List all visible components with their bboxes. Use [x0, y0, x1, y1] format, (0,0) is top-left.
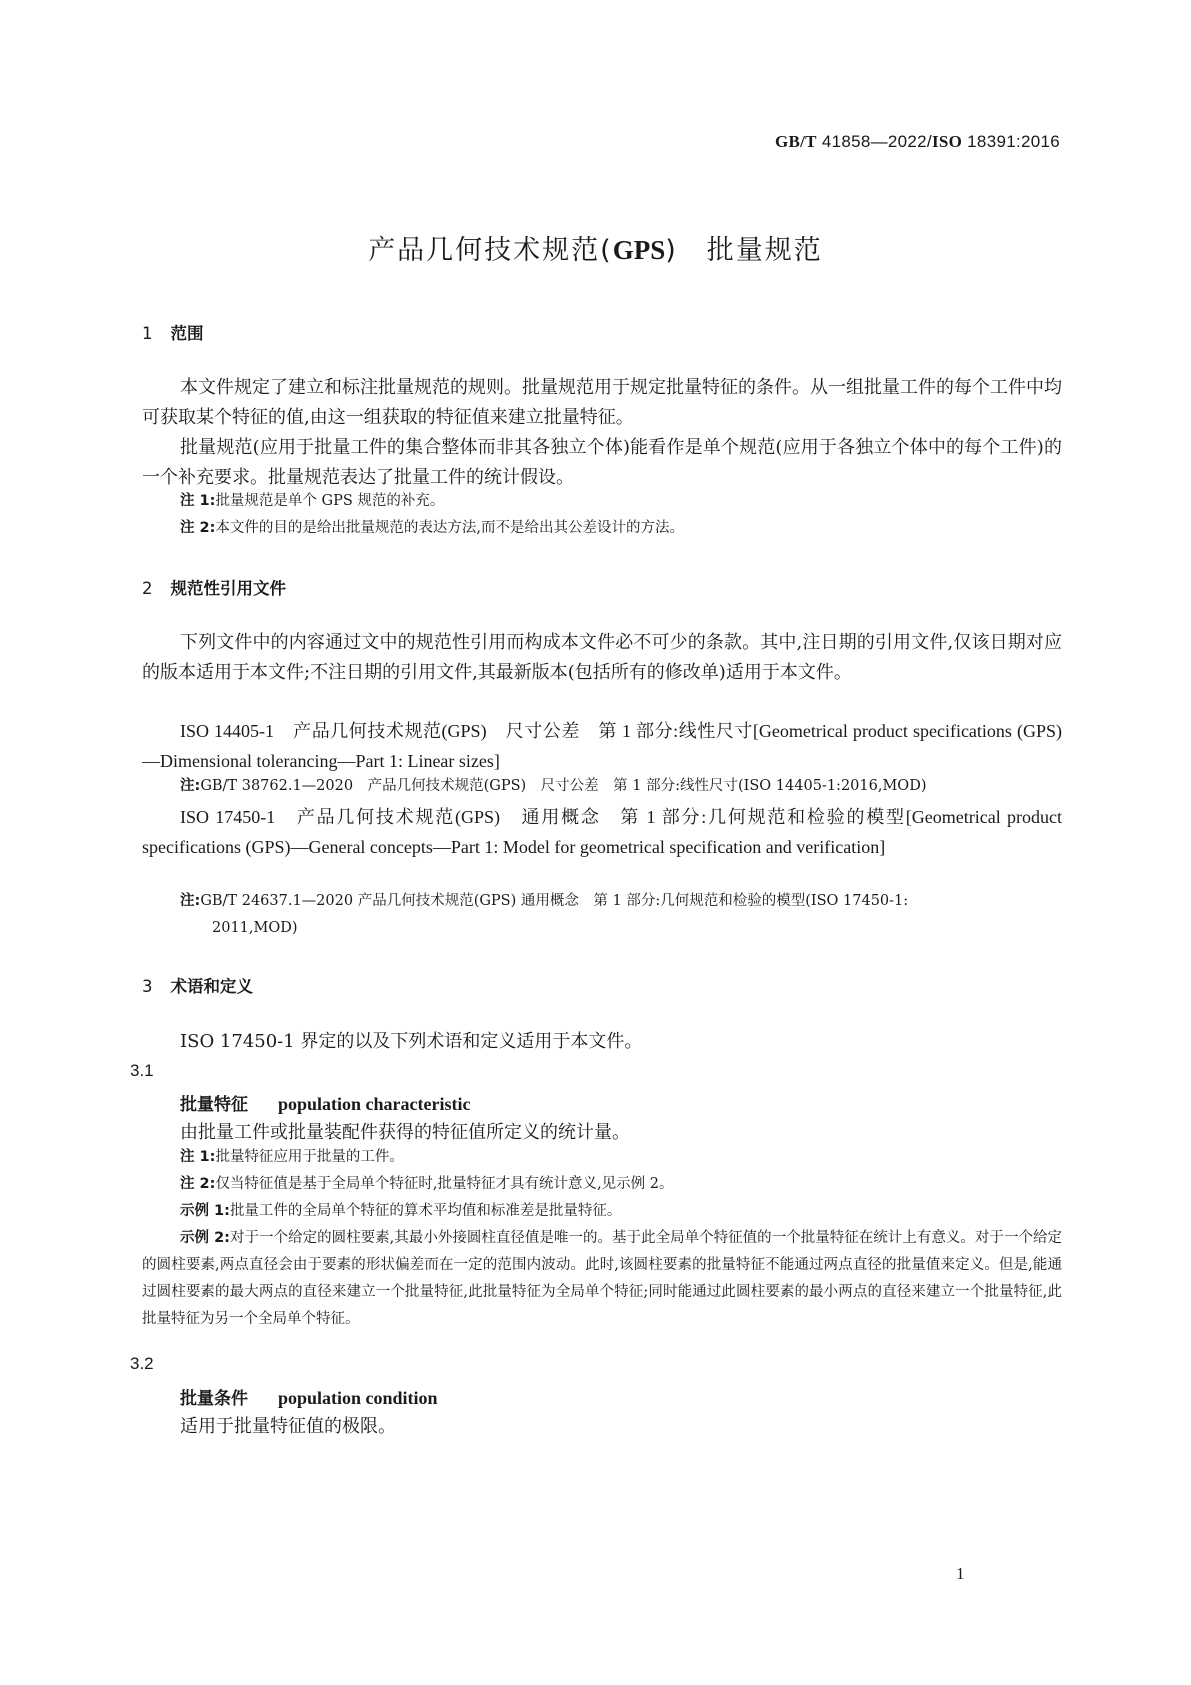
page-title [0, 228, 1191, 267]
section-number: 1 [142, 324, 153, 343]
term-3-1-definition: 由批量工件或批量装配件获得的特征值所定义的统计量。 [180, 1122, 630, 1143]
example-label: 示例 1: [180, 1203, 230, 1219]
title-prefix: 产品几何技术规范( [368, 235, 613, 266]
term-3-1-title [180, 1090, 470, 1115]
section-1-note-2 [180, 515, 1062, 542]
term-chinese: 批量特征 [180, 1095, 248, 1115]
note-text: 批量特征应用于批量的工件。 [215, 1149, 404, 1165]
example-text: 对于一个给定的圆柱要素,其最小外接圆柱直径值是唯一的。基于此全局单个特征值的一个批量特征在统计上有意义。对于一个给定的圆柱要素,两点直径会由于要素的形状偏差而在一定的范围内波动。此时,该圆柱要素的批量特征不能通过两点直径的批量值来定义。但是,能通过圆柱要素的最大两点的直径来建立一个批量特征,此批量特征为全局单个特征;同时能通过此圆柱要素的最小两点的直径来建立一个批量特征,此批量特征为另一个全局单个特征。 [142, 1230, 1062, 1327]
note-text: 仅当特征值是基于全局单个特征时,批量特征才具有统计意义,见示例 2。 [215, 1176, 674, 1192]
term-chinese: 批量条件 [180, 1389, 248, 1409]
note-text-continuation: 2011,MOD) [212, 920, 298, 936]
term-3-1-note-1 [180, 1144, 1062, 1171]
term-3-1-example-1 [180, 1198, 1062, 1225]
section-2-heading [142, 575, 286, 599]
note-text: 批量规范是单个 GPS 规范的补充。 [215, 493, 445, 509]
document-standard-number [775, 132, 1060, 152]
standard-prefix-iso: ISO [931, 132, 963, 151]
normative-reference-2-note [180, 888, 1062, 942]
section-number: 2 [142, 579, 153, 598]
note-text: GB/T 24637.1—2020 产品几何技术规范(GPS) 通用概念 第 1 部分:几何规范和检验的模型(ISO 17450-1: [200, 893, 909, 909]
example-text: 批量工件的全局单个特征的算术平均值和标准差是批量特征。 [229, 1203, 622, 1219]
term-3-1-number: 3.1 [130, 1061, 154, 1080]
title-gps: GPS [612, 235, 666, 265]
term-english: population condition [278, 1388, 438, 1408]
section-3-heading [142, 973, 253, 997]
note-label: 注: [180, 893, 201, 909]
note-label: 注 2: [180, 520, 216, 536]
section-1-paragraph-1: 本文件规定了建立和标注批量规范的规则。批量规范用于规定批量特征的条件。从一组批量工件的每个工件中均可获取某个特征的值,由这一组获取的特征值来建立批量特征。 [142, 377, 1062, 428]
note-text: 本文件的目的是给出批量规范的表达方法,而不是给出其公差设计的方法。 [215, 520, 685, 536]
note-text: GB/T 38762.1—2020 产品几何技术规范(GPS) 尺寸公差 第 1 部分:线性尺寸(ISO 14405-1:2016,MOD) [200, 778, 927, 794]
section-1-note-1 [180, 488, 1062, 515]
term-3-2-number: 3.2 [130, 1354, 154, 1373]
section-number: 3 [142, 977, 153, 996]
term-3-2-definition: 适用于批量特征值的极限。 [180, 1416, 396, 1437]
section-title: 范围 [170, 324, 204, 343]
term-3-2-title [180, 1384, 438, 1409]
page-number: 1 [956, 1564, 965, 1583]
section-1-heading [142, 320, 204, 344]
normative-reference-1-note [180, 773, 1062, 800]
section-2-intro: 下列文件中的内容通过文中的规范性引用而构成本文件必不可少的条款。其中,注日期的引用文件,仅该日期对应的版本适用于本文件;不注日期的引用文件,其最新版本(包括所有的修改单)适用于本文件。 [142, 632, 1062, 683]
standard-number-gb: 41858—2022/ [816, 132, 932, 151]
title-suffix: ) 批量规范 [665, 235, 823, 266]
normative-reference-2: ISO 17450-1 产品几何技术规范(GPS) 通用概念 第 1 部分:几何规范和检验的模型[Geometrical product specifications (GPS)—General concepts—Part 1: Model for geometrical specification and verification] [142, 807, 1062, 857]
term-3-1-note-2 [180, 1171, 1062, 1198]
note-label: 注 1: [180, 1149, 216, 1165]
term-3-1-example-2 [142, 1225, 1062, 1333]
section-title: 规范性引用文件 [170, 579, 286, 598]
section-title: 术语和定义 [170, 977, 253, 996]
note-label: 注 2: [180, 1176, 216, 1192]
note-label: 注 1: [180, 493, 216, 509]
section-3-intro: ISO 17450-1 界定的以及下列术语和定义适用于本文件。 [180, 1031, 643, 1052]
note-label: 注: [180, 778, 201, 794]
section-1-paragraph-2: 批量规范(应用于批量工件的集合整体而非其各独立个体)能看作是单个规范(应用于各独立个体中的每个工件)的一个补充要求。批量规范表达了批量工件的统计假设。 [142, 437, 1062, 488]
normative-reference-1: ISO 14405-1 产品几何技术规范(GPS) 尺寸公差 第 1 部分:线性尺寸[Geometrical product specifications (GPS)—Dimensional tolerancing—Part 1: Linear sizes] [142, 721, 1062, 771]
term-english: population characteristic [278, 1094, 471, 1114]
example-label: 示例 2: [180, 1230, 230, 1246]
standard-number-iso: 18391:2016 [962, 132, 1060, 151]
standard-prefix-gbt: GB/T [774, 132, 817, 151]
